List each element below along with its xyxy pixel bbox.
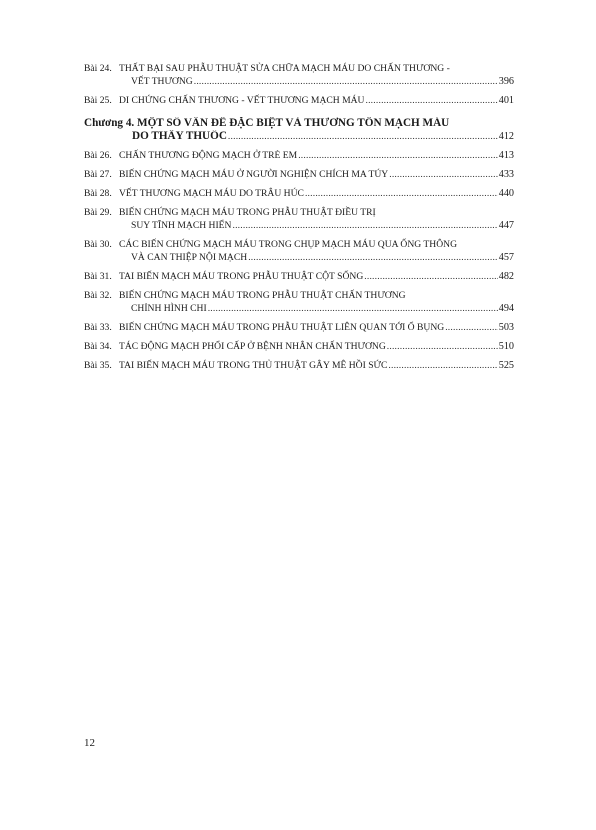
dot-leader: [365, 94, 497, 107]
dot-leader: [248, 251, 498, 264]
lesson-title: BIẾN CHỨNG MẠCH MÁU TRONG PHẪU THUẬT LIÊN QUAN TỚI Ổ BỤNG: [119, 322, 445, 333]
lesson-title: CÁC BIẾN CHỨNG MẠCH MÁU TRONG CHỤP MẠCH MÁU QUA ỐNG THÔNG: [119, 239, 458, 250]
lesson-number: Bài 32.: [84, 290, 112, 301]
toc-entry-34: [84, 340, 514, 353]
lesson-title-line: [119, 75, 514, 88]
page-ref: 447: [498, 220, 514, 231]
lesson-title: TAI BIẾN MẠCH MÁU TRONG PHẪU THUẬT CỘT SỐNG: [119, 271, 364, 282]
lesson-title-line: [119, 289, 514, 302]
lesson-title: THẤT BẠI SAU PHẪU THUẬT SỬA CHỮA MẠCH MÁU DO CHẤN THƯƠNG -: [119, 63, 450, 74]
lesson-title-line: [119, 238, 514, 251]
page-ref: 412: [498, 131, 514, 142]
lesson-title-line: [119, 302, 514, 315]
lesson-title-line: [119, 219, 514, 232]
lesson-number: Bài 27.: [84, 169, 112, 180]
lesson-title-line: [119, 270, 514, 283]
page-ref: 396: [498, 76, 514, 87]
lesson-number: Bài 33.: [84, 322, 112, 333]
lesson-title-cont: SUY TĨNH MẠCH HIỂN: [131, 220, 232, 231]
page-ref: 413: [498, 150, 514, 161]
page-ref: 457: [498, 252, 514, 263]
toc-entry-26: [84, 149, 514, 162]
page-ref: 494: [498, 303, 514, 314]
lesson-body: [119, 94, 514, 107]
lesson-title-line: [119, 168, 514, 181]
toc-chapter-4: [84, 117, 514, 143]
toc-entry-25: [84, 94, 514, 107]
lesson-body: [119, 359, 514, 372]
lesson-title: VẾT THƯƠNG MẠCH MÁU DO TRÂU HÚC: [119, 188, 304, 199]
lesson-title-cont: VÀ CAN THIỆP NỘI MẠCH: [131, 252, 248, 263]
lesson-title-cont: CHỈNH HÌNH CHI: [131, 303, 207, 314]
lesson-body: [119, 168, 514, 181]
lesson-title: BIẾN CHỨNG MẠCH MÁU TRONG PHẪU THUẬT ĐIỀU TRỊ: [119, 207, 376, 218]
dot-leader: [389, 168, 498, 181]
toc-entry-28: [84, 187, 514, 200]
lesson-title-line: [119, 62, 514, 75]
dot-leader: [298, 149, 498, 162]
page-ref: 503: [498, 322, 514, 333]
lesson-title: DI CHỨNG CHẤN THƯƠNG - VẾT THƯƠNG MẠCH MÁU: [119, 95, 365, 106]
lesson-number: Bài 29.: [84, 207, 112, 218]
lesson-body: [119, 289, 514, 315]
dot-leader: [194, 75, 498, 88]
toc-entry-32: [84, 289, 514, 315]
dot-leader: [232, 219, 497, 232]
lesson-number: Bài 30.: [84, 239, 112, 250]
lesson-body: [119, 321, 514, 334]
lesson-number: Bài 35.: [84, 360, 112, 371]
page-ref: 433: [498, 169, 514, 180]
lesson-body: [119, 187, 514, 200]
chapter-title-line: [84, 130, 514, 143]
toc-entry-29: [84, 206, 514, 232]
lesson-number: Bài 28.: [84, 188, 112, 199]
table-of-contents: [84, 62, 514, 372]
lesson-title-line: [119, 187, 514, 200]
lesson-title-line: [119, 359, 514, 372]
toc-entry-33: [84, 321, 514, 334]
lesson-title: BIẾN CHỨNG MẠCH MÁU TRONG PHẪU THUẬT CHẤN THƯƠNG: [119, 290, 406, 301]
lesson-number: Bài 34.: [84, 341, 112, 352]
lesson-title: TÁC ĐỘNG MẠCH PHỔI CẤP Ở BỆNH NHÂN CHẤN THƯƠNG: [119, 341, 386, 352]
lesson-number: Bài 25.: [84, 95, 112, 106]
dot-leader: [305, 187, 498, 200]
lesson-title-line: [119, 94, 514, 107]
page-number: 12: [84, 737, 95, 749]
dot-leader: [228, 130, 498, 143]
lesson-number: Bài 26.: [84, 150, 112, 161]
page-ref: 401: [498, 95, 514, 106]
lesson-title-line: [119, 206, 514, 219]
toc-entry-35: [84, 359, 514, 372]
dot-leader: [387, 340, 498, 353]
lesson-body: [119, 62, 514, 88]
toc-entry-30: [84, 238, 514, 264]
lesson-body: [119, 270, 514, 283]
toc-entry-27: [84, 168, 514, 181]
lesson-title-line: [119, 149, 514, 162]
page-ref: 440: [498, 188, 514, 199]
lesson-body: [119, 340, 514, 353]
dot-leader: [445, 321, 498, 334]
lesson-body: [119, 149, 514, 162]
lesson-title: CHẤN THƯƠNG ĐỘNG MẠCH Ở TRẺ EM: [119, 150, 298, 161]
dot-leader: [364, 270, 497, 283]
lesson-number: Bài 31.: [84, 271, 112, 282]
chapter-title-cont: DO THẦY THUỐC: [132, 130, 227, 142]
lesson-title-cont: VẾT THƯƠNG: [131, 76, 193, 87]
page-ref: 510: [498, 341, 514, 352]
chapter-title: Chương 4. MỘT SỐ VẤN ĐỀ ĐẶC BIỆT VÀ THƯƠNG TỔN MẠCH MÁU: [84, 117, 450, 129]
page-ref: 525: [498, 360, 514, 371]
page-ref: 482: [498, 271, 514, 282]
dot-leader: [208, 302, 498, 315]
lesson-title-line: [119, 340, 514, 353]
toc-entry-31: [84, 270, 514, 283]
chapter-title-line: [84, 117, 514, 130]
toc-entry-24: [84, 62, 514, 88]
lesson-number: Bài 24.: [84, 63, 112, 74]
lesson-title-line: [119, 321, 514, 334]
lesson-title: TAI BIẾN MẠCH MÁU TRONG THỦ THUẬT GÂY MÊ HỒI SỨC: [119, 360, 388, 371]
lesson-body: [119, 206, 514, 232]
lesson-title: BIẾN CHỨNG MẠCH MÁU Ở NGƯỜI NGHIỆN CHÍCH MA TÚY: [119, 169, 389, 180]
lesson-title-line: [119, 251, 514, 264]
dot-leader: [388, 359, 497, 372]
lesson-body: [119, 238, 514, 264]
